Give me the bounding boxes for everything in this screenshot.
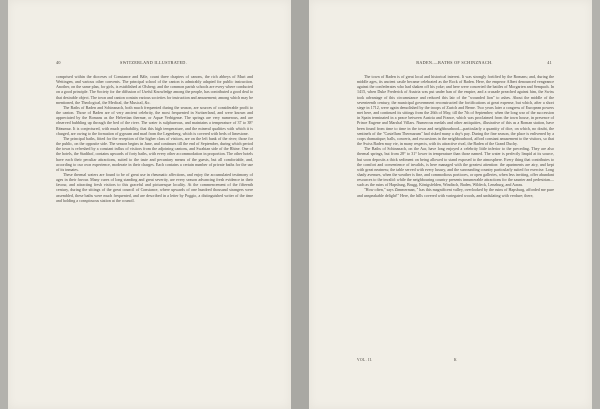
volume-label: VOL. II.: [357, 358, 373, 362]
paragraph: These thermal waters are found to be of great use in rheumatic affections, and enjoy the accumulated testimony of ages in their favour. Many cures of long standing and great severity, are every season advancing fresh evidence in their favour, and attracting fresh visitors to this graceful and picturesque locality. At the commencement of the fifteenth century, during the sittings of the great council of Constance, where upwards of one hundred thousand strangers were assembled, these baths were much frequented, and are described in a letter by Poggio, a distinguished writer of the time and holding a conspicuous station at the council.: [56, 171, 253, 203]
signature-mark: K: [454, 358, 457, 362]
right-page-header: [357, 60, 552, 68]
right-page-number: 41: [547, 60, 552, 65]
left-running-head: SWITZERLAND ILLUSTRATED.: [120, 60, 187, 65]
right-page-body: [357, 74, 554, 356]
left-page-body: [56, 74, 253, 360]
paragraph: The Baths of Schinznach, on the Aar, have long enjoyed a celebrity little inferior to the preceding. They are also thermal springs, but from 28° to 31° lower in temperature than those named. The water is perfectly limpid at its source, but soon deposits a thick sediment on being allowed to stand exposed to the atmosphere. Every thing that contributes to the comfort and convenience of invalids, is here managed with the greatest attention: the apartments are airy, and kept with great neatness; the table served with every luxury, and the surrounding country particularly suited for exercise. Long shady avenues, when the weather is fine, and commodious porticoes, or open galleries, when less inviting, offer abundant resources to the invalid: while the neighbouring country presents innumerable attractions for the saunter and pedestrian—such as the ruins of Hapsburg, Brugg, Königsfelden, Windisch, Baden, Wildeck, Lenzburg, and Aarau.: [357, 146, 554, 188]
paragraph: comprised within the dioceses of Constance and Bâle, count three chapters of canons, the rich abbeys of Muri and Wettingen, and various other convents. The principal school of the canton is admirably adapted for public instruction. Another, on the same plan, for girls, is established at Olsberg; and the common parish schools are every where conducted on a good principle. The Society for the diffusion of Useful Knowledge among the people, has contributed a good deal to that desirable object. The town and canton contain various societies for instruction and amusement; among which may be mentioned, the Theological, the Medical, the Musical, &c.: [56, 74, 253, 105]
book-gutter: [291, 0, 309, 409]
paragraph: The principal baths, fitted for the reception of the higher class of visitors, are on the left bank of the river; those for the public, on the opposite side. The season begins in June, and continues till the end of September, during which period the town is refreshed by a constant influx of visitors from the adjoining cantons, and Swabian side of the Rhine. One of the hotels, the Stadthof, contains upwards of forty baths, with every other accommodation in proportion. The other hotels have each their peculiar attractions, suited to the taste and pecuniary means of the guests, but all comfortable, and, according to our own experience, moderate in their charges. Each contains a certain number of private baths for the use of its inmates.: [56, 135, 253, 172]
left-page-header: [56, 60, 251, 68]
left-page-number: 40: [56, 60, 61, 65]
right-page: [309, 0, 592, 409]
paragraph: "How often," says Zimmerman, " has this magnificent valley, overlooked by the ruins of Hapsburg, afforded me pure and unspeakable delight!" Here, the hills covered with variegated woods, and undulating with verdure; there,: [357, 187, 554, 198]
left-page: [8, 0, 291, 409]
right-page-footer: [357, 358, 554, 365]
paragraph: The town of Baden is of great local and historical interest. It was strongly fortified by the Romans; and, during the middle ages, its ancient castle became celebrated as the Rock of Baden. Here, the emperor Albert denounced vengeance against the confederates who had shaken off his yoke; and here were concerted the battles of Morgarten and Sempach. In 1415, when Duke Frederick of Austria was put under ban of the empire, and a crusade preached against him, the Swiss took advantage of this circumstance and reduced this lair of the "wounded lion" to ashes. About the middle of the seventeenth century, the municipal government reconstructed the fortifications at great expense, but which, after a short siege in 1712, were again demolished by the troops of Zurich and Berne. Two years later a congress of European powers met here, and continued its sittings from the 26th of May, till the 7th of September; when the long war of the succession in Spain terminated in a peace between Austria and France, which was proclaimed from the town house, in presence of Prince Eugene and Marshal Villars. Numerous medals and other antiquities, illustrative of this as a Roman station, have been found from time to time in the town and neighbourhood—particularly a quantity of dice, on which, no doubt, the sentinels of the "Castellum Thermarum" had risked many a day's pay. During the fine season, the place is enlivened by a corps dramatique; balls, concerts, and excursions in the neighbourhood, afford constant amusement to the visitors, so that the Swiss Baden may vie, in many respects, with its attractive rival, the Baden of the Grand Duchy.: [357, 74, 554, 147]
right-running-head: BADEN.—BATHS OF SCHINZNACH.: [416, 60, 493, 65]
paragraph: The Baths of Baden and Schinznach, both much frequented during the season, are sources of considerable profit to the canton. Those of Baden are of very ancient celebrity, the most frequented in Switzerland, and were known and appreciated by the Romans as the Helvetian thermæ, or Aquæ Verbigenæ. The springs are very numerous, and are observed bubbling up through the bed of the river. The water is sulphureous, and maintains a temperature of 37 to 38° Réaumur. It is conjectured, with much probability, that this high temperature, and the mineral qualities with which it is charged, are owing to the formation of gypsum and marl from the Legenberg, which is covered with beds of limestone.: [56, 104, 253, 136]
